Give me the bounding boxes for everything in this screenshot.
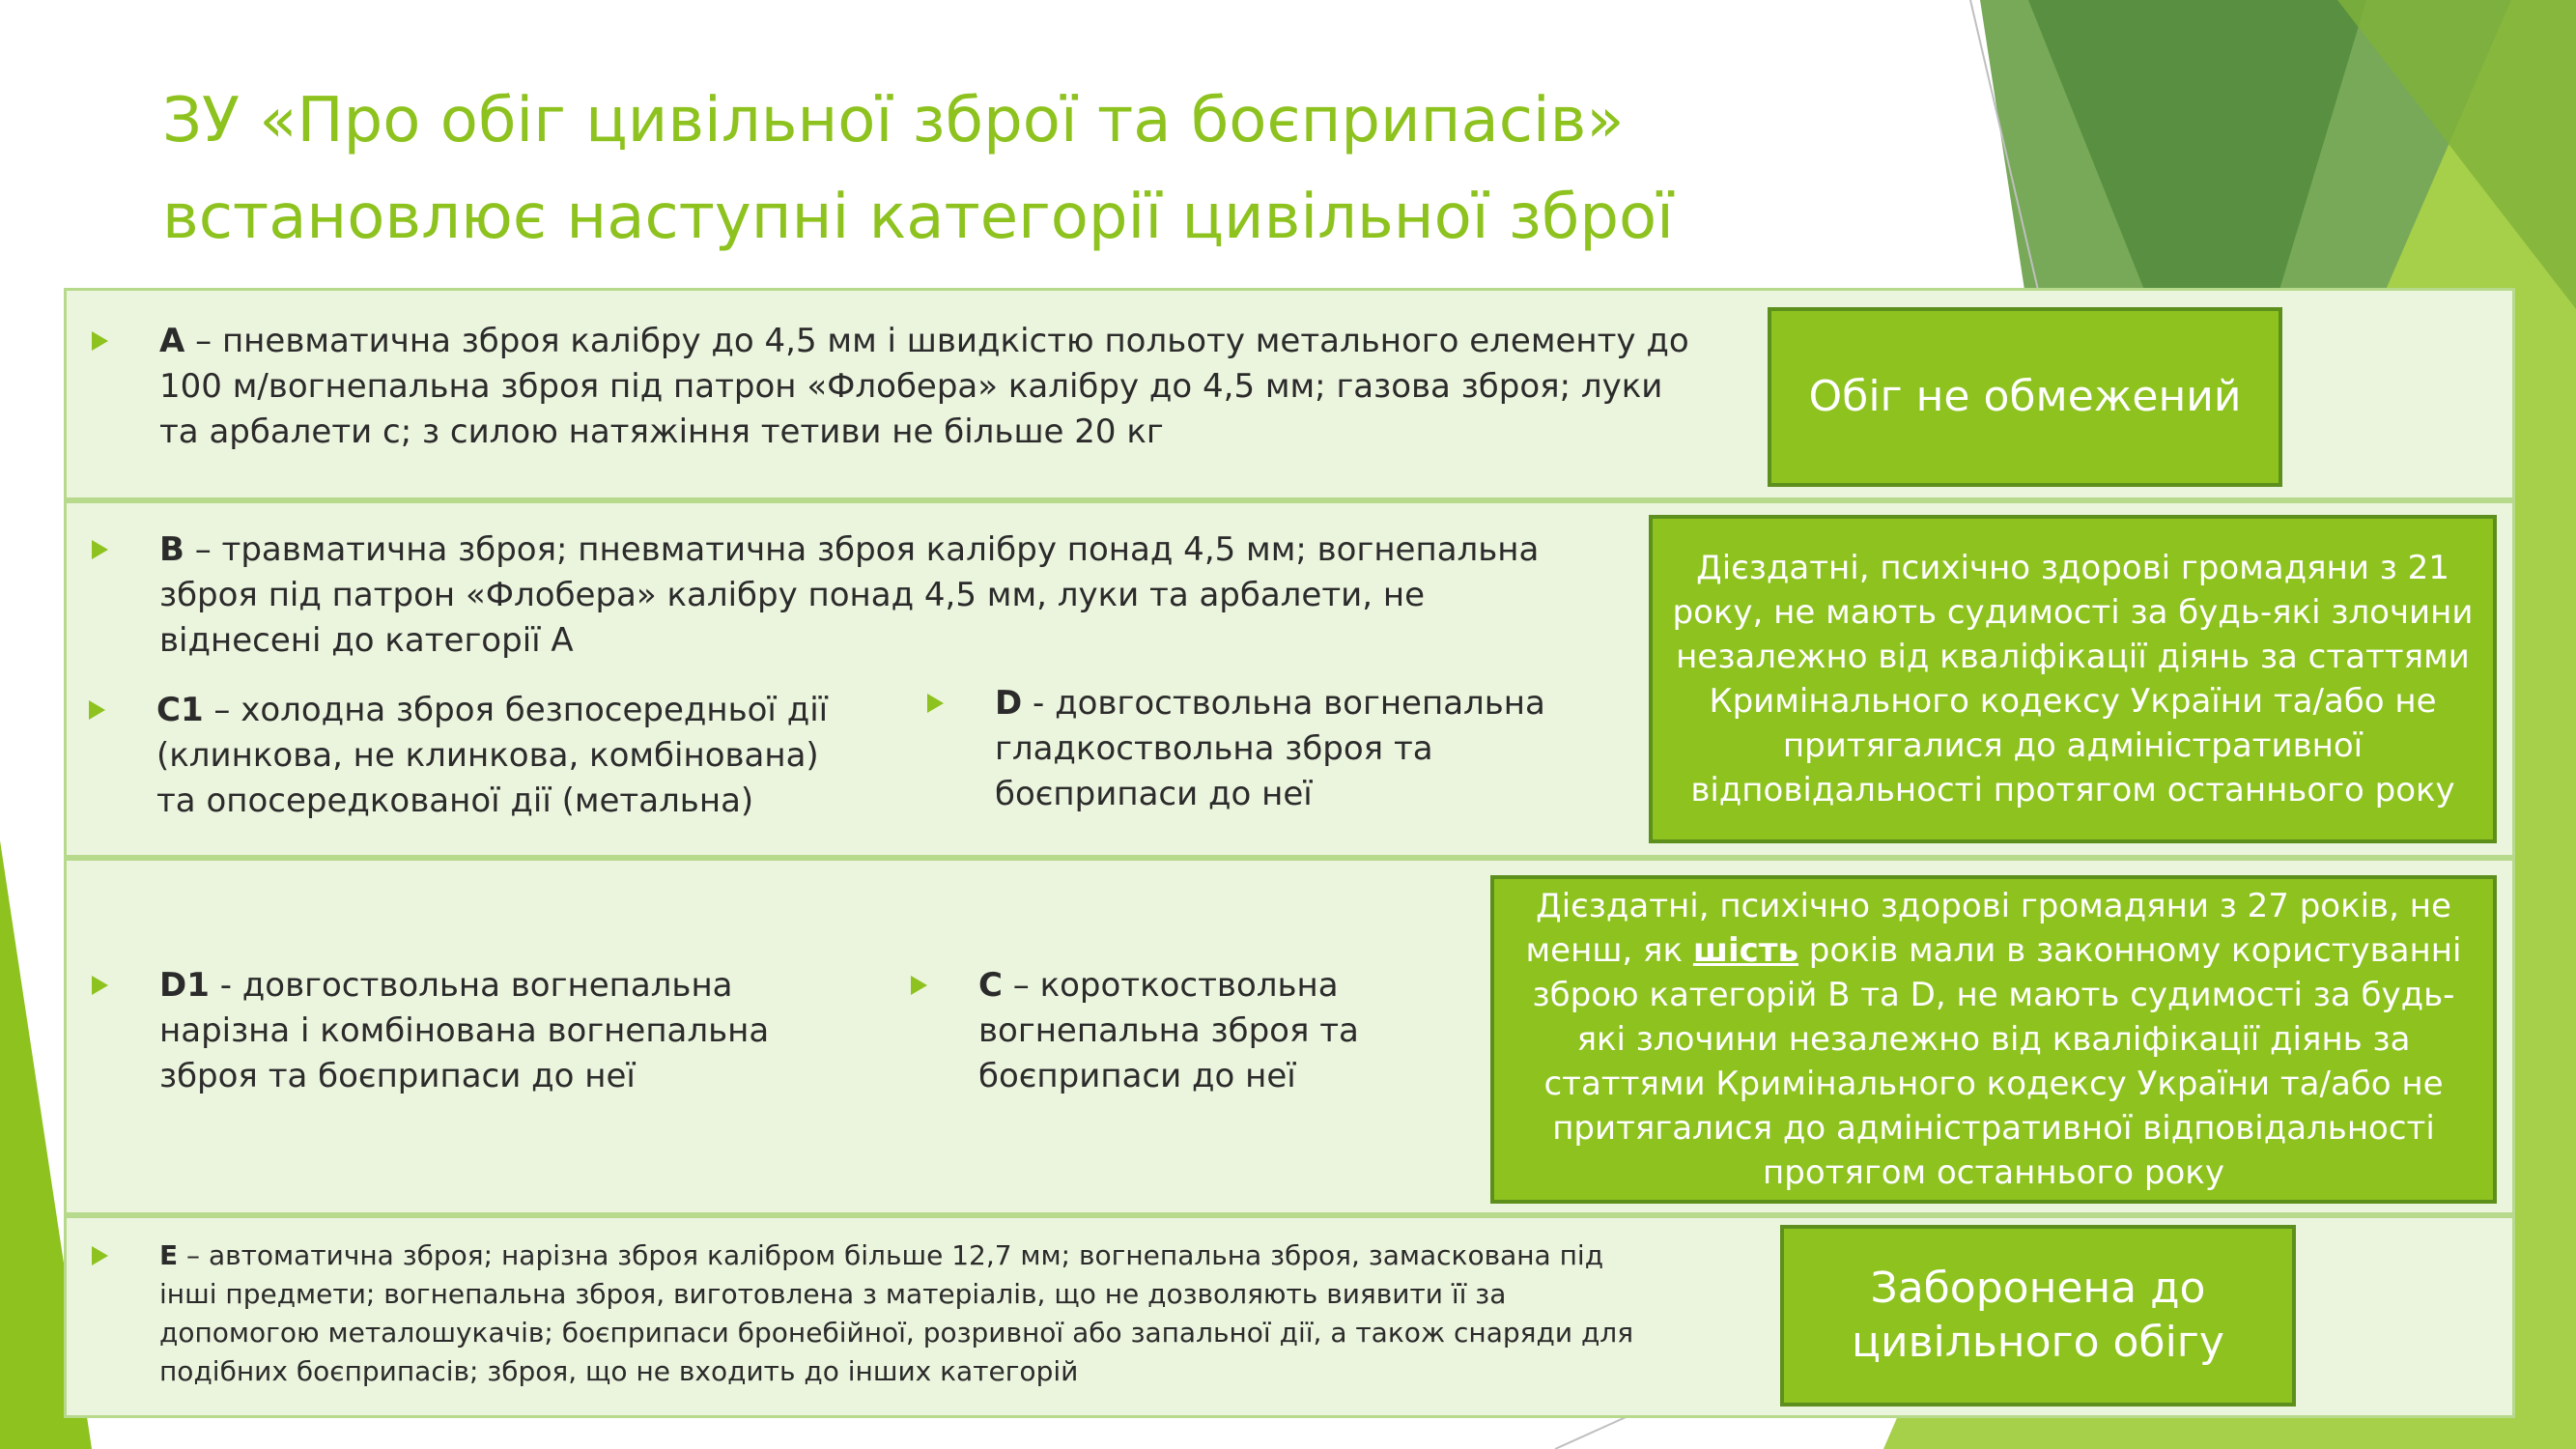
status-box-age-27 (1490, 875, 2497, 1204)
title-line-1: ЗУ «Про обіг цивільної зброї та боєприпасів» (162, 85, 1625, 156)
category-d1-item (159, 963, 797, 1099)
bullet-arrow-icon (92, 976, 108, 995)
category-c-item (978, 963, 1423, 1099)
status-box-unrestricted (1768, 307, 2282, 487)
category-description: - довгоствольна вогнепальна нарізна і комбінована вогнепальна зброя та боєприпаси до неї (159, 966, 770, 1095)
bullet-arrow-icon (927, 694, 944, 713)
category-letter: Е (159, 1239, 179, 1271)
status-box-age-21 (1649, 515, 2497, 843)
page-title (162, 72, 1997, 266)
category-d-item (995, 681, 1555, 817)
category-description: – автоматична зброя; нарізна зброя калібром більше 12,7 мм; вогнепальна зброя, замаскована під інші предмети; вогнепальна зброя, виготовлена з матеріалів, що не дозволяють виявити її за допомогою металошукачів; боєприпаси бронебійної, розривної або запальної дії, а також снаряди для подібних боєприпасів; зброя, що не входить до інших категорій (159, 1239, 1634, 1387)
category-letter: А (159, 322, 185, 360)
status-box-text-part1: Дієздатні, психічно здорові громадяни з 27 років, не менш, як (1525, 887, 2451, 970)
category-letter: D1 (159, 966, 210, 1005)
bullet-arrow-icon (92, 1246, 108, 1265)
title-line-2: встановлює наступні категорії цивільної зброї (162, 182, 1674, 253)
category-description: – пневматична зброя калібру до 4,5 мм і швидкістю польоту метального елементу до 100 м/вогнепальна зброя під патрон «Флобера» калібру до 4,5 мм; газова зброя; луки та арбалети с; з силою натяжіння тетиви не більше 20 кг (159, 322, 1689, 451)
category-description: - довгоствольна вогнепальна гладкоствольна зброя та боєприпаси до неї (995, 684, 1545, 813)
bullet-arrow-icon (92, 540, 108, 559)
category-letter: D (995, 684, 1023, 723)
status-box-label (1510, 884, 2477, 1195)
category-c1-item (156, 688, 866, 824)
bullet-arrow-icon (911, 976, 927, 995)
category-description: – холодна зброя безпосередньої дії (клинкова, не клинкова, комбінована) та опосередкованої дії (метальна) (156, 691, 829, 820)
status-box-text-part2: років мали в законному користуванні зброю категорій В та D, не мають судимості за будь-які злочини незалежно від кваліфікації діянь за статтями Кримінального кодексу України та/або не притягалися до адміністративної відповідальності протягом останнього року (1532, 931, 2462, 1192)
status-box-label: Заборонена до цивільного обігу (1852, 1264, 2224, 1367)
category-a-item (159, 319, 1705, 455)
status-box-label: Обіг не обмежений (1808, 372, 2242, 421)
category-b-item (159, 527, 1570, 664)
category-letter: С1 (156, 691, 204, 729)
status-box-label: Дієздатні, психічно здорові громадяни з 21 року, не мають судимості за будь-які злочини незалежно від кваліфікації діянь за статтями Кримінального кодексу України та/або не притягалися до адміністративної відповідальності протягом останнього року (1672, 549, 2474, 810)
bullet-arrow-icon (89, 700, 105, 720)
category-letter: В (159, 530, 184, 569)
category-description: – травматична зброя; пневматична зброя калібру понад 4,5 мм; вогнепальна зброя під патрон «Флобера» калібру понад 4,5 мм, луки та арбалети, не віднесені до категорії А (159, 530, 1540, 660)
category-description: – короткоствольна вогнепальна зброя та боєприпаси до неї (978, 966, 1359, 1095)
status-box-emphasis: шість (1692, 931, 1798, 970)
status-box-prohibited (1780, 1225, 2296, 1406)
category-e-item (159, 1236, 1666, 1391)
category-letter: С (978, 966, 1003, 1005)
bullet-arrow-icon (92, 331, 108, 351)
